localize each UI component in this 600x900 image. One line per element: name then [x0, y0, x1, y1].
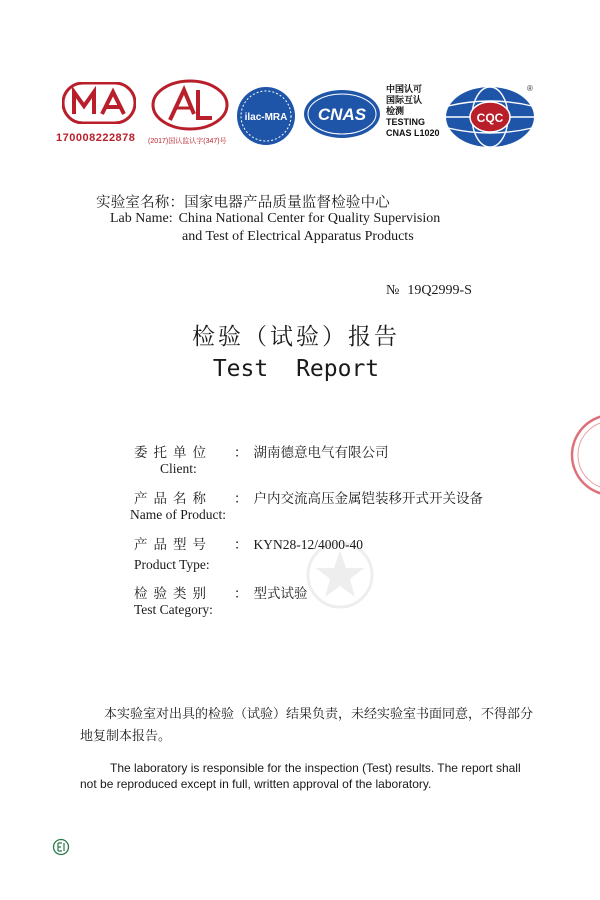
- lab-label-cn: 实验室名称：: [96, 195, 185, 211]
- type-label-cn: 产品型号: [134, 537, 212, 553]
- colon: ：: [234, 445, 248, 461]
- cnas-line: CNAS L1020: [386, 128, 440, 138]
- report-number-value: 19Q2999-S: [407, 283, 472, 298]
- lab-value-en-line1: China National Center for Quality Supervision: [178, 211, 441, 226]
- product-label-en: Name of Product:: [130, 507, 226, 522]
- client-row: [134, 441, 389, 461]
- cnas-line: 中国认可: [386, 84, 423, 94]
- colon: ：: [234, 537, 248, 553]
- circle-mark-icon: [52, 838, 70, 856]
- category-row: [134, 582, 308, 602]
- lab-name-en: [110, 211, 440, 227]
- notice-en: The laboratory is responsible for the inspection (Test) results. The report shall not be reproduced except in full, written approval of the laboratory.: [80, 761, 521, 791]
- category-value: 型式试验: [253, 586, 308, 602]
- product-row: [134, 487, 483, 507]
- cqc-label: CQC: [476, 111, 504, 125]
- red-seal-edge-icon: [566, 410, 600, 500]
- report-title-en: Test Report: [212, 356, 380, 382]
- number-symbol: №: [386, 283, 400, 298]
- category-label-cn: 检验类别: [134, 586, 212, 602]
- lab-value-en-line2: and Test of Electrical Apparatus Products: [182, 229, 414, 244]
- colon: ：: [234, 586, 248, 602]
- product-value: 户内交流高压金属铠装移开式开关设备: [253, 491, 483, 507]
- notice-cn: 本实验室对出具的检验（试验）结果负责，未经实验室书面同意，不得部分地复制本报告。: [80, 707, 534, 744]
- report-number: [386, 283, 472, 299]
- cma-code: 170008222878: [56, 132, 136, 144]
- cnas-line: TESTING: [386, 117, 426, 127]
- cnas-line: 检测: [386, 106, 405, 116]
- cnas-accreditation-text: [386, 84, 440, 139]
- cnas-label: CNAS: [317, 105, 367, 124]
- type-label-en: Product Type:: [134, 557, 210, 572]
- category-label-en: Test Category:: [134, 602, 213, 617]
- cnas-line: 国际互认: [386, 95, 423, 105]
- client-value: 湖南德意电气有限公司: [253, 445, 389, 461]
- type-value: KYN28-12/4000-40: [253, 537, 363, 552]
- cal-caption: (2017)国认监认字(347)号: [148, 138, 227, 145]
- product-label-cn: 产品名称: [134, 491, 212, 507]
- faint-watermark-icon: [300, 540, 380, 610]
- client-label-cn: 委托单位: [134, 445, 212, 461]
- ilac-mra-logo: [234, 84, 298, 148]
- lab-value-cn: 国家电器产品质量监督检验中心: [184, 195, 391, 211]
- lab-label-en: Lab Name:: [110, 211, 173, 226]
- client-label-en: Client:: [160, 461, 197, 476]
- lab-name-cn: [96, 191, 390, 212]
- ilac-label: ilac-MRA: [244, 112, 288, 123]
- cqc-globe-logo: [440, 84, 540, 150]
- registered-mark: ®: [527, 84, 533, 93]
- cnas-logo: [302, 88, 382, 140]
- cal-logo: [150, 78, 230, 132]
- colon: ：: [234, 491, 248, 507]
- report-title-cn: 检验（试验）报告: [192, 324, 400, 350]
- cma-logo: [62, 82, 136, 124]
